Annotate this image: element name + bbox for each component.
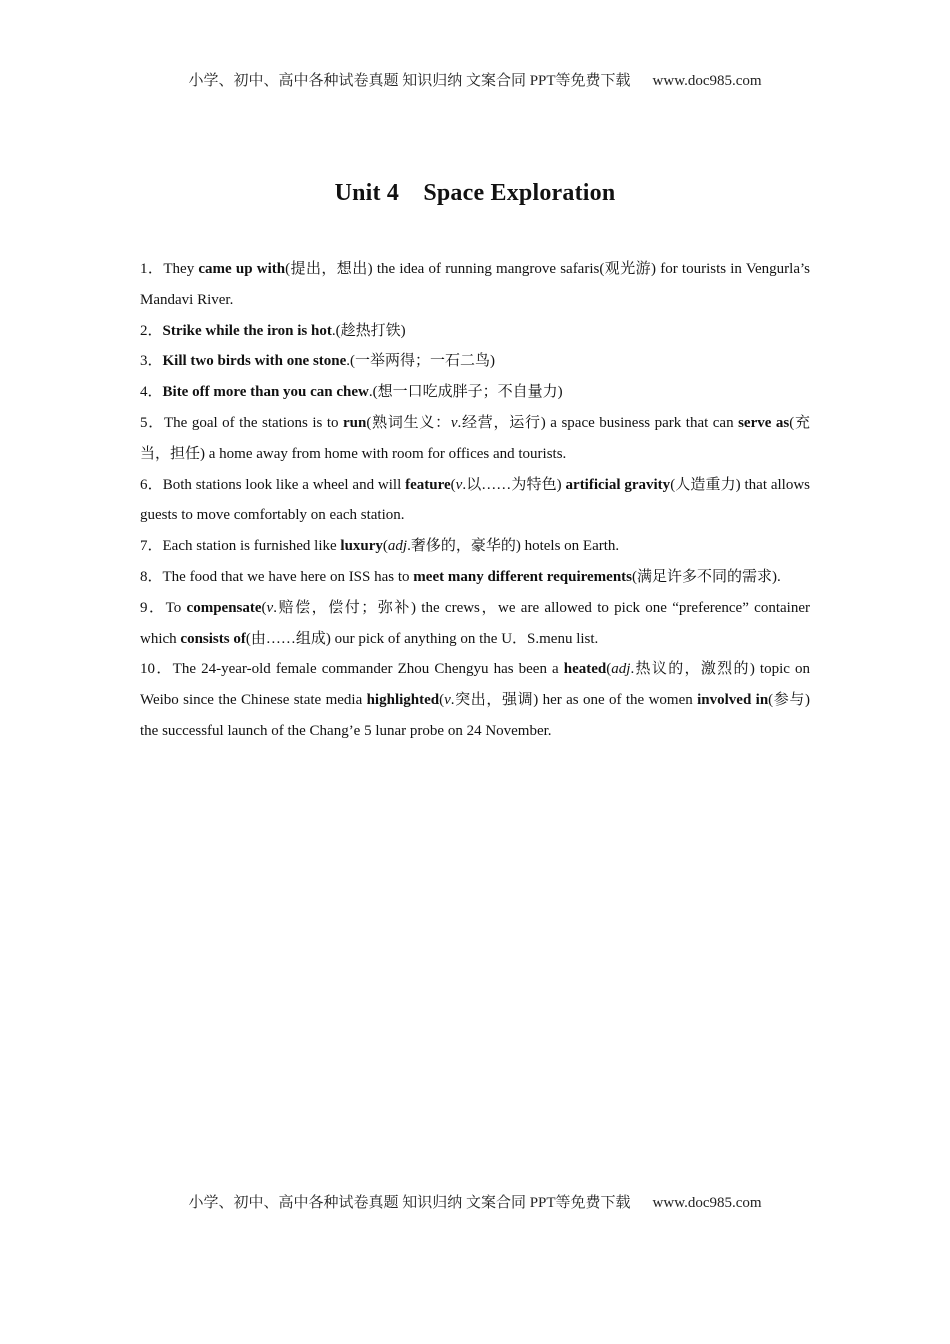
key-phrase: consists of bbox=[180, 630, 246, 647]
item-text: .(趁热打铁) bbox=[331, 322, 406, 339]
item-number: 8． bbox=[140, 568, 163, 585]
item-text: .突出，强调) her as one of the women bbox=[450, 692, 698, 709]
list-item bbox=[140, 593, 810, 655]
item-text: ( bbox=[382, 538, 388, 555]
item-number: 6． bbox=[140, 476, 163, 493]
item-text: Each station is furnished like bbox=[162, 538, 341, 555]
item-text: (提出，想出) the idea of running mangrove safaris(观光游) for tourists in Vengurla’s Mandavi River. bbox=[140, 261, 810, 308]
item-text: They bbox=[163, 261, 199, 277]
page-footer bbox=[0, 1191, 950, 1212]
key-phrase: highlighted bbox=[366, 692, 440, 709]
item-text: .(一举两得；一石二鸟) bbox=[346, 353, 496, 370]
key-phrase: involved in bbox=[697, 692, 769, 709]
item-text: (参与) the successful launch of the Chang’e 5 lunar probe on 24 November. bbox=[140, 692, 811, 739]
item-number: 10． bbox=[140, 661, 173, 678]
item-number: 7． bbox=[140, 538, 163, 555]
item-text: .热议的，激烈的) topic on Weibo since the Chinese state media bbox=[140, 661, 810, 709]
key-phrase: Strike while the iron is hot bbox=[162, 322, 332, 339]
item-text: (由……组成) our pick of anything on the U．S.menu list. bbox=[245, 630, 599, 647]
list-item bbox=[140, 470, 810, 532]
item-text: .赔偿，偿付；弥补) the crews，we are allowed to pick one “preference” container which bbox=[140, 599, 810, 647]
item-text: The 24-year-old female commander Zhou Chengyu has been a bbox=[172, 661, 564, 678]
item-text: .经营，运行) a space business park that can bbox=[457, 414, 739, 431]
item-text: ( bbox=[261, 599, 267, 616]
item-text: (充当，担任) a home away from home with room for offices and tourists. bbox=[140, 414, 810, 462]
footer-site-link[interactable]: www.doc985.com bbox=[652, 1195, 762, 1211]
key-phrase: serve as bbox=[738, 414, 790, 431]
item-text: .(想一口吃成胖子；不自量力) bbox=[368, 384, 563, 401]
item-text: ( bbox=[439, 692, 445, 709]
item-text: (满足许多不同的需求). bbox=[632, 568, 781, 585]
item-text: .奢侈的，豪华的) hotels on Earth. bbox=[407, 538, 620, 555]
key-phrase: came up with bbox=[198, 261, 286, 277]
key-phrase: meet many different requirements bbox=[413, 568, 632, 585]
list-item bbox=[140, 531, 810, 562]
key-phrase: compensate bbox=[186, 599, 262, 616]
item-text: The goal of the stations is to bbox=[164, 414, 344, 431]
key-phrase: run bbox=[343, 414, 367, 431]
key-phrase: artificial gravity bbox=[565, 476, 671, 493]
item-number: 4． bbox=[140, 384, 163, 401]
header-text: 小学、初中、高中各种试卷真题 知识归纳 文案合同 PPT等免费下载 bbox=[188, 73, 631, 89]
item-number: 9． bbox=[140, 599, 166, 616]
list-item bbox=[140, 254, 810, 316]
item-number: 1． bbox=[140, 261, 164, 277]
key-phrase: heated bbox=[563, 661, 607, 678]
item-text: To bbox=[165, 599, 187, 616]
part-of-speech: v bbox=[266, 599, 274, 616]
page-header bbox=[0, 69, 950, 90]
header-site-link[interactable]: www.doc985.com bbox=[652, 73, 762, 89]
item-number: 2． bbox=[140, 322, 163, 339]
list-item bbox=[140, 346, 810, 377]
list-item bbox=[140, 654, 810, 746]
list-item bbox=[140, 377, 810, 408]
part-of-speech: adj bbox=[387, 538, 408, 555]
part-of-speech: v bbox=[444, 692, 451, 709]
footer-text: 小学、初中、高中各种试卷真题 知识归纳 文案合同 PPT等免费下载 bbox=[188, 1195, 631, 1211]
list-item bbox=[140, 316, 810, 347]
item-text: ( bbox=[450, 476, 456, 493]
item-number: 5． bbox=[140, 414, 165, 431]
list-item bbox=[140, 562, 810, 593]
key-phrase: feature bbox=[405, 476, 451, 493]
list-item bbox=[140, 408, 810, 470]
item-text: Both stations look like a wheel and will bbox=[162, 476, 406, 493]
item-number: 3． bbox=[140, 353, 163, 370]
part-of-speech: adj bbox=[611, 661, 631, 678]
page-title: Unit 4 Space Exploration bbox=[334, 180, 616, 206]
key-phrase: Kill two birds with one stone bbox=[162, 353, 347, 370]
part-of-speech: v bbox=[455, 476, 463, 493]
item-text: (熟词生义： bbox=[366, 414, 451, 431]
item-text: ( bbox=[606, 661, 612, 678]
item-text: The food that we have here on ISS has to bbox=[162, 568, 414, 585]
key-phrase: luxury bbox=[340, 538, 383, 555]
vocabulary-list bbox=[140, 254, 810, 747]
item-text: .以……为特色) bbox=[462, 476, 566, 493]
item-text: (人造重力) that allows guests to move comfortably on each station. bbox=[140, 476, 811, 524]
part-of-speech: v bbox=[450, 414, 458, 431]
key-phrase: Bite off more than you can chew bbox=[162, 384, 369, 401]
